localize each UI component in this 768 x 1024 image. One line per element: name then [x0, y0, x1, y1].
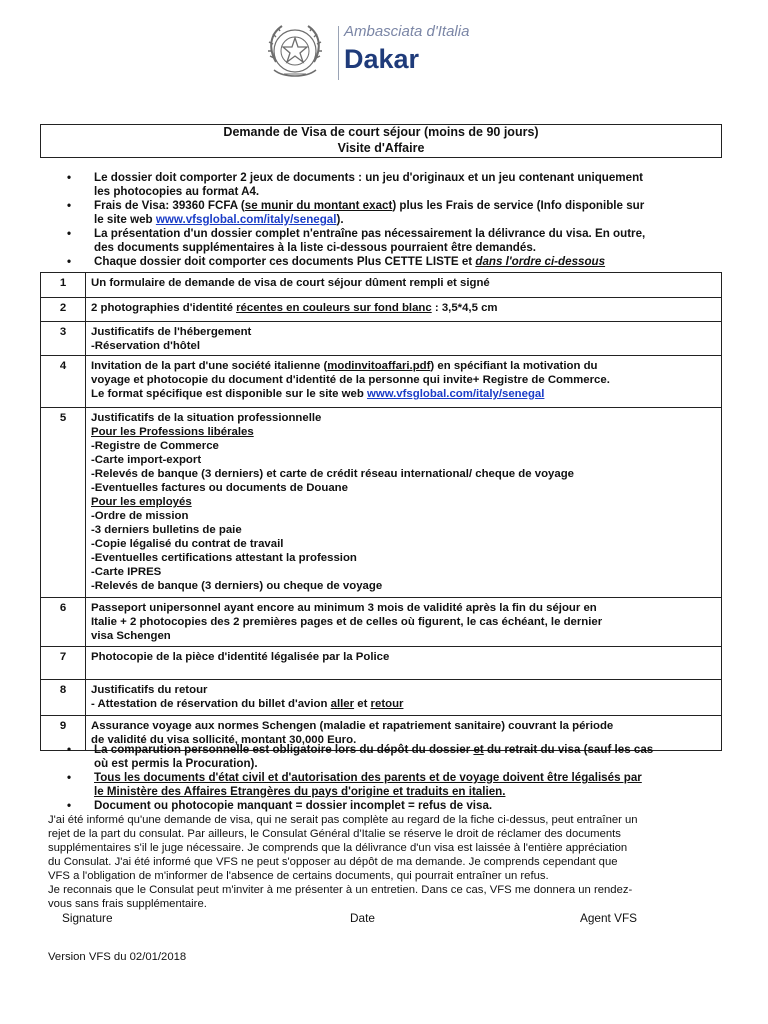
- row-text: 2 photographies d'identité récentes en couleurs sur fond blanc : 3,5*4,5 cm: [86, 298, 722, 322]
- row-text: Invitation de la part d'une société italienne (modinvitoaffari.pdf) en spécifiant la motivation du voyage et photocopie du document d'identité de la personne qui invite+ Registre de Commerce. Le format spécifique est disponible sur le site web www.vfsglobal.com/italy/senegal: [86, 356, 722, 408]
- after-bullet-incomplete: • Document ou photocopie manquant = dossier incomplet = refus de visa.: [48, 799, 716, 813]
- embassy-city: Dakar: [344, 44, 420, 74]
- table-row: [41, 680, 722, 716]
- intro-bullet-order: • Chaque dossier doit comporter ces documents Plus CETTE LISTE et dans l'ordre ci-dessous: [48, 255, 716, 269]
- row-text: Photocopie de la pièce d'identité légalisée par la Police: [86, 647, 722, 680]
- table-row: [41, 298, 722, 322]
- row-number: 2: [41, 298, 86, 322]
- requirements-table: [40, 272, 722, 751]
- table-row: [41, 598, 722, 647]
- table-row: [41, 408, 722, 598]
- table-row: [41, 647, 722, 680]
- signature-label: Signature: [62, 911, 113, 925]
- embassy-header: [262, 18, 562, 88]
- intro-bullets: [48, 171, 716, 269]
- italian-emblem-icon: [262, 18, 332, 84]
- form-title: [40, 124, 722, 158]
- row-number: 6: [41, 598, 86, 647]
- intro-bullet-complete-file: • La présentation d'un dossier complet n'entraîne pas nécessairement la délivrance du visa. En outre, des documents supplémentaires à la liste ci-dessous pourraient être demandés.: [48, 227, 716, 255]
- row-number: 3: [41, 322, 86, 356]
- declaration-text: J'ai été informé qu'une demande de visa, qui ne serait pas complète au regard de la fiche ci-dessus, peut entraîner un rejet de la part du consulat. Par ailleurs, le Consulat Général d'Italie se réserve le droit de réclamer des documents supplémentaires s'il le juge nécessaire. Je comprends que la délivrance d'un visa est laissée à l'entière appréciation du Consulat. J'ai été informé que VFS ne peut s'opposer au dépôt de ma demande. Je comprends cependant que VFS a l'obligation de m'informer de l'absence de certains documents, qui pourrait entraîner un refus. Je reconnais que le Consulat peut m'inviter à me présenter à un entretien. Dans ce cas, VFS me donnera un rendez- vous sans frais supplémentaire.: [48, 814, 638, 910]
- row-number: 4: [41, 356, 86, 408]
- version-note: Version VFS du 02/01/2018: [48, 951, 187, 963]
- row-number: 8: [41, 680, 86, 716]
- after-bullet-legalization: • Tous les documents d'état civil et d'autorisation des parents et de voyage doivent être légalisés par le Ministère des Affaires Etrangères du pays d'origine et traduits en italien.: [48, 771, 716, 799]
- row-number: 7: [41, 647, 86, 680]
- vfs-link[interactable]: www.vfsglobal.com/italy/senegal: [155, 213, 337, 226]
- table-row: [41, 322, 722, 356]
- embassy-label: Ambasciata d'Italia: [344, 23, 470, 40]
- row-text: Assurance voyage aux normes Schengen (maladie et rapatriement sanitaire) couvrant la période de validité du visa sollicité, montant 30,000 Euro.: [86, 716, 722, 751]
- intro-bullet-fees: • Frais de Visa: 39360 FCFA (se munir du montant exact) plus les Frais de service (Info disponible sur le site web www.vfsglobal.com/italy/senegal).: [48, 199, 716, 227]
- employees-heading: Pour les employés: [91, 496, 192, 508]
- agent-label: Agent VFS: [580, 911, 638, 925]
- row-text: Un formulaire de demande de visa de court séjour dûment rempli et signé: [86, 273, 722, 298]
- table-row: [41, 273, 722, 298]
- header-divider: [338, 26, 339, 80]
- date-label: Date: [350, 911, 375, 925]
- table-row: [41, 356, 722, 408]
- intro-bullet-documents: • Le dossier doit comporter 2 jeux de documents : un jeu d'originaux et un jeu contenant uniquement les photocopies au format A4.: [48, 171, 716, 199]
- row-text: Justificatifs du retour - Attestation de réservation du billet d'avion aller et retour: [86, 680, 722, 716]
- row-number: 1: [41, 273, 86, 298]
- after-bullets: [48, 743, 716, 813]
- modinvito-link[interactable]: modinvitoaffari.pdf: [327, 360, 431, 372]
- liberal-professions-heading: Pour les Professions libérales: [91, 426, 254, 438]
- after-bullet-appearance: • La comparution personnelle est obligatoire lors du dépôt du dossier et du retrait du visa (sauf les cas où est permis la Procuration).: [48, 743, 716, 771]
- form-title-line2: Visite d'Affaire: [337, 140, 425, 155]
- row-text: Justificatifs de la situation professionnelle Pour les Professions libérales -Registre de Commerce -Carte import-export -Relevés de banque (3 derniers) et carte de crédit réseau international/ cheque de voyage -Eventuelles factures ou documents de Douane Pour les employés -Ordre de mission -3 derniers bulletins de paie -Copie légalisé du contrat de travail -Eventuelles certifications attestant la profession -Carte IPRES -Relevés de banque (3 derniers) ou cheque de voyage: [86, 408, 722, 598]
- row-text: Passeport unipersonnel ayant encore au minimum 3 mois de validité après la fin du séjour en Italie + 2 photocopies des 2 premières pages et de celles où figurent, le cas échéant, le dernier visa Schengen: [86, 598, 722, 647]
- form-title-line1: Demande de Visa de court séjour (moins de 90 jours): [223, 125, 539, 139]
- row-number: 5: [41, 408, 86, 598]
- row-text: Justificatifs de l'hébergement -Réservation d'hôtel: [86, 322, 722, 356]
- row-number: 9: [41, 716, 86, 751]
- vfs-link[interactable]: www.vfsglobal.com/italy/senegal: [366, 388, 545, 400]
